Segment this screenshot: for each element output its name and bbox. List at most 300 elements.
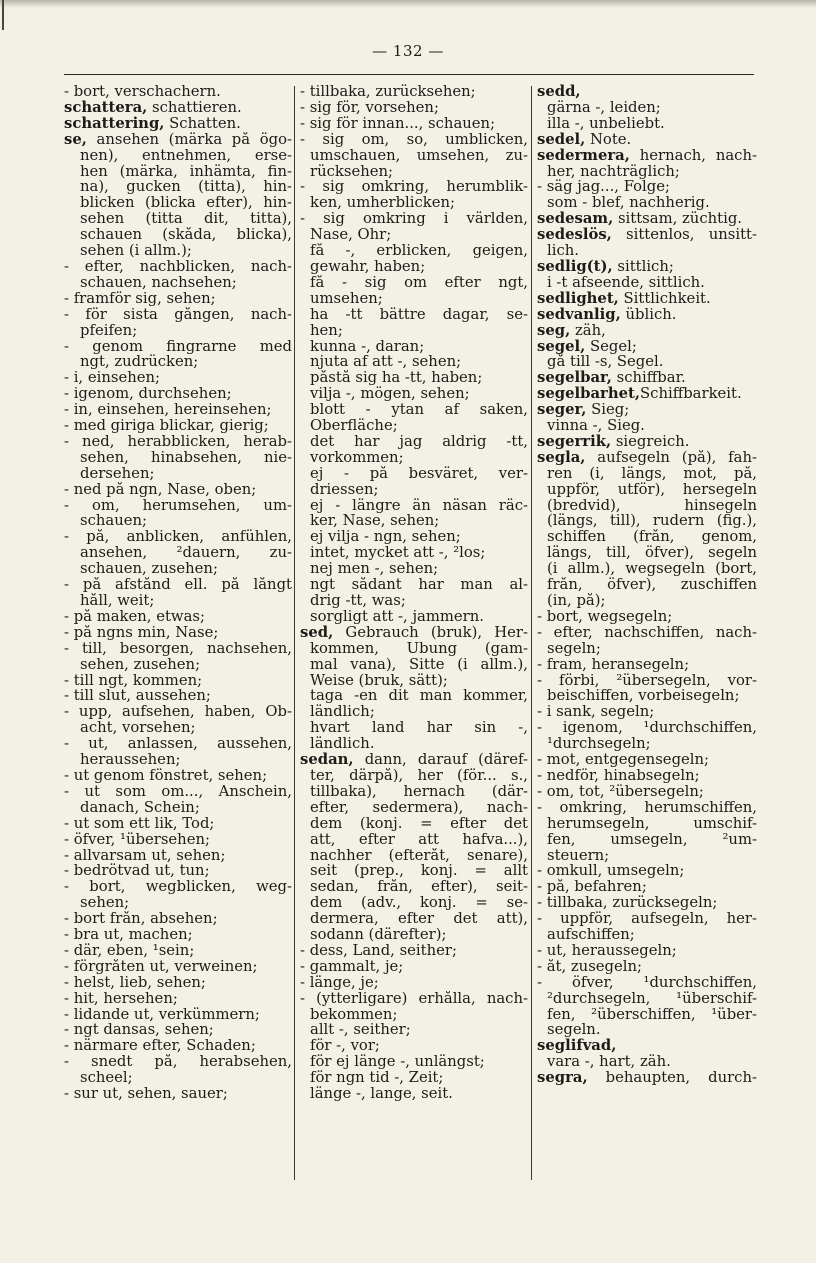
entry-text: heraussehen; xyxy=(80,752,181,768)
entry-line xyxy=(300,211,528,227)
entry-text: - bedrötvad ut, tun; xyxy=(64,863,210,880)
entry-text: na), gucken (titta), hin- xyxy=(80,179,292,196)
entry-text: - (ytterligare) erhålla, nach- xyxy=(300,990,528,1007)
entry-line xyxy=(64,482,292,498)
entry-text: blicken (blicka efter), hin- xyxy=(80,195,292,212)
entry-text: dersehen; xyxy=(80,465,155,482)
entry-text: zäh, xyxy=(570,322,606,339)
entry-text: allt -, seither; xyxy=(310,1022,411,1039)
entry-text: sorgligt att -, jammern. xyxy=(310,608,484,625)
entry-text: schauen, nachsehen; xyxy=(80,274,237,291)
entry-line xyxy=(537,84,757,100)
entry-text: ²durchsegeln, ¹überschif- xyxy=(547,990,757,1007)
entry-text: - mot, entgegensegeln; xyxy=(537,752,710,768)
entry-text: acht, vorsehen; xyxy=(80,720,196,737)
dictionary-column-1 xyxy=(64,84,292,1184)
entry-text: - säg jag..., Folge; xyxy=(537,179,671,196)
column-divider xyxy=(294,86,295,1180)
headword: sedan, xyxy=(300,752,354,768)
entry-line xyxy=(300,259,528,275)
entry-text: för ngn tid -, Zeit; xyxy=(310,1070,444,1087)
entry-line xyxy=(537,434,757,450)
entry-line xyxy=(300,593,528,609)
entry-line xyxy=(300,848,528,864)
entry-text: (i allm.), wegsegeln (bort, xyxy=(547,561,757,578)
entry-text: - om, tot, ²übersegeln; xyxy=(537,783,704,800)
entry-line xyxy=(64,354,292,370)
entry-text: danach, Schein; xyxy=(80,799,200,816)
entry-line xyxy=(537,895,757,911)
entry-text: - ned, herabblicken, herab- xyxy=(64,433,292,450)
entry-text: ha -tt bättre dagar, se- xyxy=(310,306,528,323)
entry-text: från, öfver), zuschiffen xyxy=(547,577,757,593)
entry-text: Oberfläche; xyxy=(310,418,398,434)
entry-text: - bort, wegsegeln; xyxy=(537,608,673,625)
headword: schattera, xyxy=(64,99,148,116)
entry-line xyxy=(300,498,528,514)
entry-text: segeln. xyxy=(547,1022,601,1039)
entry-line xyxy=(537,1070,757,1086)
entry-line xyxy=(64,625,292,641)
entry-text: hernach, nach- xyxy=(629,147,757,164)
entry-line xyxy=(64,243,292,259)
entry-line xyxy=(64,561,292,577)
entry-line xyxy=(537,927,757,943)
entry-line xyxy=(64,768,292,784)
entry-line xyxy=(300,641,528,657)
entry-line xyxy=(64,943,292,959)
entry-text: - åt, zusegeln; xyxy=(537,958,643,975)
entry-text: få -, erblicken, geigen, xyxy=(310,243,528,259)
entry-line xyxy=(537,832,757,848)
entry-line xyxy=(300,482,528,498)
entry-text: intet, mycket att -, ²los; xyxy=(310,545,486,562)
entry-text: schiffen (från, genom, xyxy=(547,529,757,546)
dictionary-column-3 xyxy=(537,84,757,1184)
entry-text: - lidande ut, verkümmern; xyxy=(64,1006,260,1023)
entry-line xyxy=(300,402,528,418)
entry-line xyxy=(537,657,757,673)
entry-line xyxy=(300,991,528,1007)
entry-line xyxy=(537,768,757,784)
entry-line xyxy=(537,370,757,386)
entry-text: ej - längre än näsan räc- xyxy=(310,497,528,514)
entry-text: fen, ²überschiffen, ¹über- xyxy=(547,1006,757,1023)
entry-line xyxy=(300,100,528,116)
headword: sedel, xyxy=(537,131,586,148)
entry-text: umschauen, umsehen, zu- xyxy=(310,147,528,164)
entry-text: Schatten. xyxy=(164,115,241,132)
entry-text: - om, herumsehen, um- xyxy=(64,497,292,514)
entry-line xyxy=(537,561,757,577)
entry-line xyxy=(64,879,292,895)
entry-text: ter, därpå), her (för... s., xyxy=(310,767,528,784)
entry-text: seit (prep., konj. = allt xyxy=(310,863,528,880)
entry-line xyxy=(300,513,528,529)
entry-line xyxy=(537,673,757,689)
entry-line xyxy=(64,959,292,975)
entry-text: - ut, anlassen, aussehen, xyxy=(64,736,292,753)
entry-line xyxy=(64,832,292,848)
entry-line xyxy=(537,991,757,1007)
entry-line xyxy=(64,370,292,386)
entry-line xyxy=(537,688,757,704)
entry-line xyxy=(300,370,528,386)
entry-text: schauen (skåda, blicka), xyxy=(80,227,292,244)
entry-line xyxy=(300,768,528,784)
entry-text: det har jag aldrig -tt, xyxy=(310,433,528,450)
entry-line xyxy=(300,784,528,800)
entry-line xyxy=(64,593,292,609)
entry-line xyxy=(537,577,757,593)
entry-line xyxy=(64,275,292,291)
entry-line xyxy=(537,816,757,832)
entry-text: sittlich; xyxy=(612,258,674,275)
entry-text: vorkommen; xyxy=(310,449,404,466)
entry-line xyxy=(537,545,757,561)
entry-text: - igenom, ¹durchschiffen, xyxy=(537,720,757,737)
entry-line xyxy=(64,927,292,943)
entry-text: - på, befahren; xyxy=(537,879,647,896)
entry-text: - omkull, umsegeln; xyxy=(537,863,685,880)
entry-text: påstå sig ha -tt, haben; xyxy=(310,370,483,387)
entry-text: - ut genom fönstret, sehen; xyxy=(64,767,268,784)
entry-line xyxy=(300,545,528,561)
entry-line xyxy=(64,100,292,116)
entry-text: lich. xyxy=(547,243,579,259)
entry-line xyxy=(300,450,528,466)
entry-line xyxy=(64,513,292,529)
entry-text: ej - på besväret, ver- xyxy=(310,465,528,482)
entry-line xyxy=(537,752,757,768)
entry-line xyxy=(64,863,292,879)
entry-line xyxy=(64,1070,292,1086)
entry-line xyxy=(300,863,528,879)
entry-line xyxy=(300,625,528,641)
entry-line xyxy=(300,466,528,482)
entry-line xyxy=(537,227,757,243)
entry-line xyxy=(537,609,757,625)
entry-line xyxy=(300,1054,528,1070)
entry-text: tillbaka), hernach (där- xyxy=(310,783,528,800)
entry-text: ansehen (märka på ögo- xyxy=(86,131,292,148)
entry-line xyxy=(300,179,528,195)
entry-text: - närmare efter, Schaden; xyxy=(64,1038,256,1055)
entry-line xyxy=(300,609,528,625)
entry-text: - för sista gången, nach- xyxy=(64,306,292,323)
entry-line xyxy=(64,402,292,418)
entry-text: schiffbar. xyxy=(611,370,686,387)
entry-text: - ngt dansas, sehen; xyxy=(64,1022,214,1039)
entry-text: - öfver, ¹übersehen; xyxy=(64,831,210,848)
entry-line xyxy=(300,577,528,593)
entry-line xyxy=(537,704,757,720)
entry-text: kommen, Übung (gam- xyxy=(310,640,528,657)
entry-text: - bort, verschachern. xyxy=(64,84,221,100)
entry-text: bekommen; xyxy=(310,1006,398,1023)
entry-text: - länge, je; xyxy=(300,974,379,991)
entry-text: ker, Nase, sehen; xyxy=(310,513,440,530)
entry-line xyxy=(537,402,757,418)
entry-text: umsehen; xyxy=(310,290,383,307)
entry-line xyxy=(64,195,292,211)
entry-line xyxy=(537,354,757,370)
entry-text: - sig om, so, umblicken, xyxy=(300,131,528,148)
entry-line xyxy=(300,816,528,832)
entry-line xyxy=(64,498,292,514)
entry-text: steuern; xyxy=(547,847,610,864)
entry-text: - gammalt, je; xyxy=(300,958,404,975)
entry-line xyxy=(300,116,528,132)
entry-line xyxy=(64,895,292,911)
headword: sedvanlig, xyxy=(537,306,621,323)
entry-text: - på afstånd ell. på långt xyxy=(64,577,292,593)
entry-line xyxy=(300,132,528,148)
entry-line xyxy=(537,116,757,132)
entry-line xyxy=(64,911,292,927)
entry-text: beischiffen, vorbeisegeln; xyxy=(547,688,740,705)
entry-text: siegreich. xyxy=(611,433,690,450)
entry-text: nen), entnehmen, erse- xyxy=(80,147,292,164)
entry-text: sodann (därefter); xyxy=(310,927,447,943)
entry-line xyxy=(300,673,528,689)
headword: sedeslös, xyxy=(537,227,612,244)
entry-line xyxy=(64,816,292,832)
entry-text: - bort från, absehen; xyxy=(64,911,218,928)
entry-line xyxy=(300,752,528,768)
entry-text: - i, einsehen; xyxy=(64,370,161,387)
entry-text: kunna -, daran; xyxy=(310,338,425,355)
entry-line xyxy=(64,577,292,593)
headword: sedermera, xyxy=(537,147,630,164)
entry-line xyxy=(64,641,292,657)
column-divider xyxy=(531,86,532,1180)
entry-text: gärna -, leiden; xyxy=(547,99,661,116)
entry-line xyxy=(300,911,528,927)
entry-text: Nase, Ohr; xyxy=(310,227,392,244)
entry-text: ansehen, ²dauern, zu- xyxy=(80,545,292,562)
entry-line xyxy=(300,164,528,180)
entry-line xyxy=(300,529,528,545)
entry-line xyxy=(300,1086,528,1102)
entry-line xyxy=(537,291,757,307)
entry-text: nej men -, sehen; xyxy=(310,561,439,578)
entry-line xyxy=(537,132,757,148)
entry-line xyxy=(64,1022,292,1038)
entry-text: illa -, unbeliebt. xyxy=(547,115,665,132)
entry-line xyxy=(300,879,528,895)
entry-text: - ut, heraussegeln; xyxy=(537,942,677,959)
entry-line xyxy=(300,291,528,307)
entry-text: ngt, zudrücken; xyxy=(80,354,199,371)
entry-line xyxy=(537,386,757,402)
entry-line xyxy=(537,784,757,800)
entry-line xyxy=(64,339,292,355)
entry-line xyxy=(300,148,528,164)
entry-text: gewahr, haben; xyxy=(310,258,426,275)
entry-line xyxy=(537,736,757,752)
entry-text: ¹durchsegeln; xyxy=(547,736,651,753)
entry-line xyxy=(300,307,528,323)
entry-text: Sieg; xyxy=(586,402,630,419)
entry-text: - sur ut, sehen, sauer; xyxy=(64,1086,228,1102)
entry-line xyxy=(64,1086,292,1102)
entry-text: i -t afseende, sittlich. xyxy=(547,274,705,291)
page-number: — 132 — xyxy=(372,42,444,60)
entry-text: behaupten, durch- xyxy=(587,1070,757,1087)
entry-text: - uppför, aufsegeln, her- xyxy=(537,911,757,928)
entry-line xyxy=(300,354,528,370)
entry-line xyxy=(537,1022,757,1038)
entry-line xyxy=(537,339,757,355)
entry-text: ej vilja - ngn, sehen; xyxy=(310,529,461,546)
entry-text: sittsam, züchtig. xyxy=(613,211,743,228)
entry-line xyxy=(537,1038,757,1054)
entry-line xyxy=(537,259,757,275)
entry-text: fen, umsegeln, ²um- xyxy=(547,831,757,848)
entry-line xyxy=(537,720,757,736)
entry-text: - bra ut, machen; xyxy=(64,927,193,943)
entry-line xyxy=(537,498,757,514)
entry-line xyxy=(537,529,757,545)
entry-line xyxy=(64,148,292,164)
header-rule xyxy=(64,74,754,75)
entry-line xyxy=(64,545,292,561)
entry-line xyxy=(537,943,757,959)
entry-line xyxy=(300,275,528,291)
entry-text: - till ngt, kommen; xyxy=(64,672,203,689)
entry-line xyxy=(537,195,757,211)
entry-text: - hit, hersehen; xyxy=(64,990,178,1007)
entry-text: håll, weit; xyxy=(80,593,155,609)
entry-line xyxy=(64,752,292,768)
entry-text: drig -tt, was; xyxy=(310,593,406,609)
entry-line xyxy=(300,720,528,736)
entry-line xyxy=(537,211,757,227)
entry-line xyxy=(300,975,528,991)
entry-text: - på, anblicken, anfühlen, xyxy=(64,529,292,546)
entry-text: vara -, hart, zäh. xyxy=(547,1054,671,1071)
scan-edge xyxy=(0,0,816,8)
entry-text: - in, einsehen, hereinsehen; xyxy=(64,402,272,419)
headword: segelbar, xyxy=(537,370,612,387)
entry-line xyxy=(537,800,757,816)
entry-line xyxy=(300,736,528,752)
entry-line xyxy=(64,307,292,323)
entry-text: pfeifen; xyxy=(80,322,138,339)
entry-line xyxy=(537,482,757,498)
entry-text: sehen, hinabsehen, nie- xyxy=(80,449,292,466)
entry-text: - till, besorgen, nachsehen, xyxy=(64,640,292,657)
entry-text: segeln; xyxy=(547,640,601,657)
headword: segerrik, xyxy=(537,433,612,450)
entry-line xyxy=(64,991,292,1007)
entry-line xyxy=(537,625,757,641)
entry-line xyxy=(537,179,757,195)
entry-line xyxy=(537,450,757,466)
headword: segel, xyxy=(537,338,586,355)
entry-text: taga -en dit man kommer, xyxy=(310,688,528,705)
entry-text: dann, darauf (däref- xyxy=(353,752,528,768)
entry-line xyxy=(300,418,528,434)
entry-text: hen; xyxy=(310,322,343,339)
entry-line xyxy=(300,704,528,720)
headword: seg, xyxy=(537,322,571,339)
entry-text: Sittlichkeit. xyxy=(618,290,711,307)
entry-text: få - sig om efter ngt, xyxy=(310,274,528,291)
entry-text: sittenlos, unsitt- xyxy=(611,227,757,244)
headword: sedd, xyxy=(537,84,581,100)
entry-line xyxy=(64,227,292,243)
entry-line xyxy=(300,243,528,259)
entry-text: - till slut, aussehen; xyxy=(64,688,211,705)
entry-text: - i sank, segeln; xyxy=(537,704,655,721)
entry-line xyxy=(537,1007,757,1023)
entry-text: - efter, nachschiffen, nach- xyxy=(537,624,757,641)
entry-line xyxy=(537,593,757,609)
entry-text: - sig för, vorsehen; xyxy=(300,99,439,116)
entry-line xyxy=(64,259,292,275)
entry-line xyxy=(300,561,528,577)
entry-line xyxy=(537,879,757,895)
entry-line xyxy=(300,323,528,339)
entry-text: - sig omkring, herumblik- xyxy=(300,179,528,196)
entry-line xyxy=(64,1007,292,1023)
entry-text: ländlich. xyxy=(310,736,375,753)
entry-text: efter, sedermera), nach- xyxy=(310,799,528,816)
entry-line xyxy=(64,800,292,816)
entry-line xyxy=(64,116,292,132)
entry-text: herumsegeln, umschif- xyxy=(547,815,757,832)
entry-line xyxy=(64,323,292,339)
entry-line xyxy=(300,927,528,943)
headword: schattering, xyxy=(64,115,165,132)
entry-text: dem (konj. = efter det xyxy=(310,815,528,832)
headword: seglifvad, xyxy=(537,1038,617,1055)
entry-line xyxy=(537,848,757,864)
entry-line xyxy=(537,148,757,164)
entry-text: hvart land har sin -, xyxy=(310,720,528,737)
dictionary-column-2 xyxy=(300,84,528,1184)
entry-text: för -, vor; xyxy=(310,1038,380,1055)
entry-text: Gebrauch (bruk), Her- xyxy=(333,624,528,641)
entry-text: Schiffbarkeit. xyxy=(640,386,742,403)
entry-text: - framför sig, sehen; xyxy=(64,290,216,307)
entry-text: - genom fingrarne med xyxy=(64,338,292,355)
entry-line xyxy=(64,975,292,991)
headword: sed, xyxy=(300,624,334,641)
page-corner-mark xyxy=(2,0,4,30)
entry-line xyxy=(300,195,528,211)
headword: se, xyxy=(64,131,87,148)
entry-text: sehen (i allm.); xyxy=(80,243,192,259)
entry-text: - sig för innan..., schauen; xyxy=(300,115,496,132)
entry-text: njuta af att -, sehen; xyxy=(310,354,462,371)
entry-line xyxy=(300,943,528,959)
entry-text: - förgråten ut, verweinen; xyxy=(64,958,258,975)
entry-line xyxy=(64,657,292,673)
entry-text: att, efter att hafva...), xyxy=(310,831,528,848)
entry-line xyxy=(64,164,292,180)
entry-text: - fram, heransegeln; xyxy=(537,656,690,673)
entry-text: - upp, aufsehen, haben, Ob- xyxy=(64,704,292,721)
entry-line xyxy=(537,164,757,180)
entry-text: sedan, från, efter), seit- xyxy=(310,879,528,896)
entry-line xyxy=(64,179,292,195)
headword: segla, xyxy=(537,449,586,466)
entry-line xyxy=(64,386,292,402)
entry-text: driessen; xyxy=(310,481,379,498)
